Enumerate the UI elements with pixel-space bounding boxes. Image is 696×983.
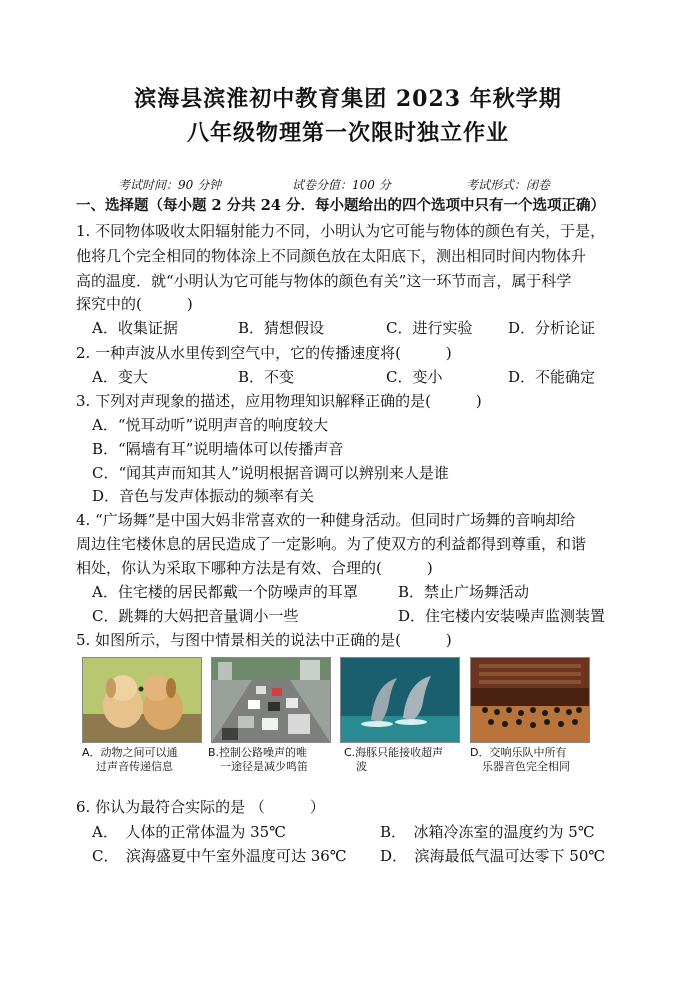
q6-option-d: D． 滨海最低气温可达零下 50℃ xyxy=(380,847,606,865)
q5-image-traffic xyxy=(211,657,331,743)
q5-caption-b-line2: 一途径是减少鸣笛 xyxy=(220,760,308,773)
q3-option-c: C．“闻其声而知其人”说明根据音调可以辨别来人是谁 xyxy=(92,464,449,482)
q4-option-d: D．住宅楼内安装噪声监测装置 xyxy=(398,607,606,625)
q1-line3: 高的温度．就“小明认为它可能与物体的颜色有关”这一环节而言，属于科学 xyxy=(76,272,572,290)
q6-option-b: B． 冰箱冷冻室的温度约为 5℃ xyxy=(380,823,595,841)
q4-line1: 4. “广场舞”是中国大妈非常喜欢的一种健身活动。但同时广场舞的音响却给 xyxy=(76,511,576,529)
q2-option-a: A．变大 xyxy=(92,368,148,386)
q3-option-a: A．“悦耳动听”说明声音的响度较大 xyxy=(92,416,329,434)
exam-title-line2: 八年级物理第一次限时独立作业 xyxy=(186,120,509,146)
q1-line4: 探究中的( ) xyxy=(76,295,193,313)
q3-option-b: B．“隔墙有耳”说明墙体可以传播声音 xyxy=(92,440,344,458)
q5-stem: 5. 如图所示，与图中情景相关的说法中正确的是( ) xyxy=(76,631,452,649)
q5-caption-b-line1: B.控制公路噪声的唯 xyxy=(208,746,308,759)
q4-option-a: A．住宅楼的居民都戴一个防噪声的耳罩 xyxy=(92,583,358,601)
exam-form: 考试形式：闭卷 xyxy=(466,178,551,192)
q4-option-c: C．跳舞的大妈把音量调小一些 xyxy=(92,607,299,625)
q2-option-b: B．不变 xyxy=(238,368,295,386)
q5-caption-c xyxy=(344,746,470,774)
q5-image-dolphins xyxy=(340,657,460,743)
q5-caption-d xyxy=(470,746,596,774)
q4-option-b: B．禁止广场舞活动 xyxy=(398,583,530,601)
q6-option-a: A． 人体的正常体温为 35℃ xyxy=(92,823,286,841)
q6-stem: 6. 你认为最符合实际的是 （ ） xyxy=(76,798,325,816)
q1-option-a: A．收集证据 xyxy=(92,319,178,337)
q5-caption-a-line1: A．动物之间可以通 xyxy=(82,746,178,759)
q5-caption-d-line2: 乐器音色完全相同 xyxy=(482,760,570,773)
section1-heading: 一、选择题（每小题 2 分共 24 分．每小题给出的四个选项中只有一个选项正确） xyxy=(76,197,605,214)
q5-caption-a-line2: 过声音传递信息 xyxy=(96,760,173,773)
q4-line3: 相处，你认为采取下哪种方法是有效、合理的( ) xyxy=(76,559,433,577)
exam-time: 考试时间：90 分钟 xyxy=(118,178,222,192)
q5-caption-c-line2: 波 xyxy=(356,760,367,773)
exam-title-line1: 滨海县滨淮初中教育集团 2023 年秋学期 xyxy=(134,86,562,112)
q3-stem: 3. 下列对声现象的描述，应用物理知识解释正确的是( ) xyxy=(76,392,482,410)
q5-caption-a xyxy=(82,746,208,774)
q1-line2: 他将几个完全相同的物体涂上不同颜色放在太阳底下，测出相同时间内物体升 xyxy=(76,247,587,265)
q5-caption-d-line1: D．交响乐队中所有 xyxy=(470,746,567,759)
q5-image-orchestra xyxy=(470,657,590,743)
q2-option-d: D．不能确定 xyxy=(508,368,596,386)
q2-option-c: C．变小 xyxy=(386,368,443,386)
q1-option-b: B．猜想假设 xyxy=(238,319,325,337)
q6-option-c: C． 滨海盛夏中午室外温度可达 36℃ xyxy=(92,847,347,865)
q5-caption-b xyxy=(208,746,334,774)
q3-option-d: D．音色与发声体振动的频率有关 xyxy=(92,487,315,505)
q1-line1: 1. 不同物体吸收太阳辐射能力不同，小明认为它可能与物体的颜色有关，于是， xyxy=(76,222,606,240)
q1-option-d: D．分析论证 xyxy=(508,319,596,337)
q5-caption-c-line1: C.海豚只能接收超声 xyxy=(344,746,444,759)
q5-image-puppies xyxy=(82,657,202,743)
q4-line2: 周边住宅楼休息的居民造成了一定影响。为了使双方的利益都得到尊重，和谐 xyxy=(76,535,587,553)
exam-score: 试卷分值：100 分 xyxy=(292,178,391,192)
q2-stem: 2. 一种声波从水里传到空气中，它的传播速度将( ) xyxy=(76,344,452,362)
q1-option-c: C．进行实验 xyxy=(386,319,473,337)
